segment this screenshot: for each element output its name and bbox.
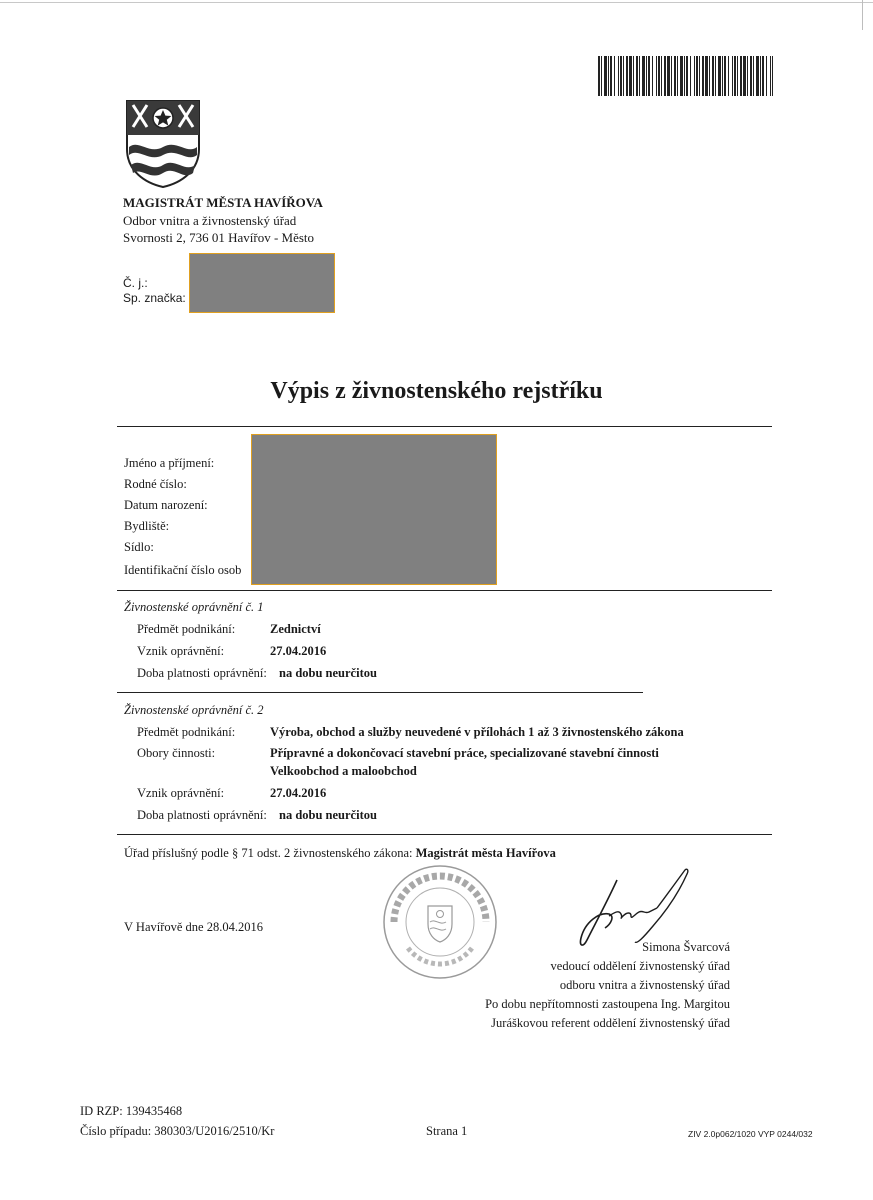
license-2-validity-label: Doba platnosti oprávnění: [137,808,267,822]
seat-label: Sídlo: [124,540,154,554]
license-1-heading: Živnostenské oprávnění č. 1 [124,600,264,614]
scan-edge-line [0,2,873,3]
license-1-origin: 27.04.2016 [270,644,327,658]
license-1-subject: Zednictví [270,622,321,636]
license-1-validity-label: Doba platnosti oprávnění: [137,666,267,680]
license-2-field: Přípravné a dokončovací stavební práce, specializované stavební činnosti [270,746,659,760]
office-name: MAGISTRÁT MĚSTA HAVÍŘOVA [123,195,323,210]
signer-deputy: Po dobu nepřítomnosti zastoupena Ing. Margitou [485,997,730,1011]
authority-line [124,846,556,861]
divider [117,590,772,591]
signer-name: Simona Švarcová [642,940,730,954]
license-2-fields-label: Obory činnosti: [137,746,216,760]
license-2-origin: 27.04.2016 [270,786,327,800]
scan-edge-mark [862,0,863,30]
barcode [598,56,773,96]
id-number-label: Identifikační číslo osob [124,563,242,577]
signer-role: odboru vnitra a živnostenský úřad [559,978,730,992]
license-1-subject-label: Předmět podnikání: [137,622,236,636]
id-rzp: ID RZP: 139435468 [80,1104,183,1118]
name-label: Jméno a příjmení: [124,456,215,470]
sp-label: Sp. značka: [123,291,186,305]
cj-label: Č. j.: [123,276,148,290]
license-2-subject: Výroba, obchod a služby neuvedené v přílohách 1 až 3 živnostenského zákona [270,725,684,739]
city-crest-icon [123,97,203,189]
signer-role: vedoucí oddělení živnostenský úřad [550,959,730,973]
license-2-heading: Živnostenské oprávnění č. 2 [124,703,264,717]
redaction-box-references [189,253,335,313]
birth-number-label: Rodné číslo: [124,477,187,491]
divider [117,426,772,427]
license-2-field: Velkoobchod a maloobchod [270,764,417,778]
case-number: Číslo případu: 380303/U2016/2510/Kr [80,1124,275,1138]
divider [117,834,772,835]
place-date: V Havířově dne 28.04.2016 [124,920,263,934]
license-2-origin-label: Vznik oprávnění: [137,786,225,800]
divider [117,692,643,693]
page-number: Strana 1 [426,1124,468,1138]
authority-label: Úřad příslušný podle § 71 odst. 2 živnostenského zákona: [124,846,413,860]
license-2-subject-label: Předmět podnikání: [137,725,236,739]
license-1-origin-label: Vznik oprávnění: [137,644,225,658]
residence-label: Bydliště: [124,519,170,533]
office-header [123,194,323,247]
form-code: ZIV 2.0p062/1020 VYP 0244/032 [688,1129,813,1139]
birth-date-label: Datum narození: [124,498,208,512]
license-1-validity: na dobu neurčitou [279,666,377,680]
office-address: Svornosti 2, 736 01 Havířov - Město [123,230,315,245]
authority-value: Magistrát města Havířova [415,846,556,860]
document-title: Výpis z živnostenského rejstříku [270,378,603,404]
signer-block [440,938,730,1033]
office-department: Odbor vnitra a živnostenský úřad [123,212,297,228]
reference-labels [123,276,186,306]
license-2-validity: na dobu neurčitou [279,808,377,822]
redaction-box-personal [251,434,497,585]
signer-deputy: Juráškovou referent oddělení živnostenský úřad [491,1016,730,1030]
